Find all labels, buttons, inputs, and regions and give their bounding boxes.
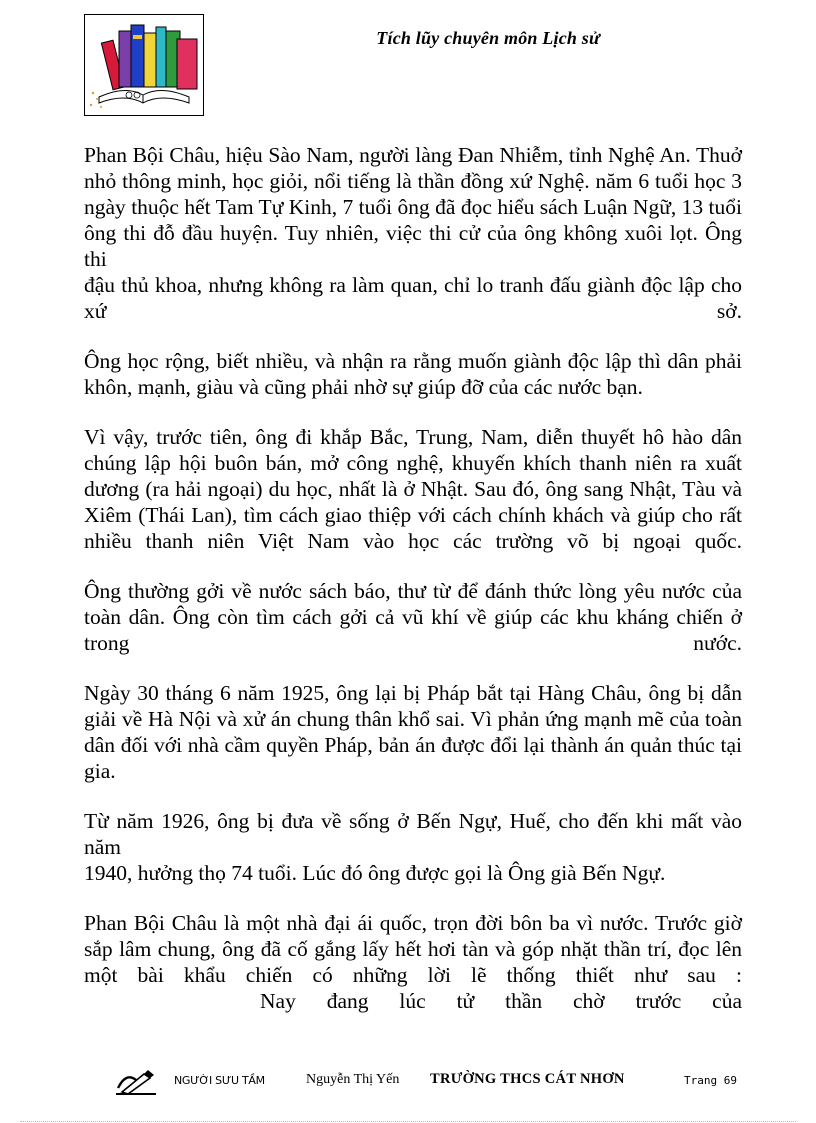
paragraph-7: [84, 910, 742, 1014]
text-line: Ông học rộng, biết nhiều, và nhận ra rằng muốn giành độc lập thì dân phải: [84, 349, 742, 373]
text-line: gia.: [84, 759, 116, 783]
text-line: khôn, mạnh, giàu và cũng phải nhờ sự giúp đỡ của các nước bạn.: [84, 375, 643, 399]
text-line: nhiều thanh niên Việt Nam vào học các trường võ bị ngoại quốc.: [84, 529, 742, 553]
text-line: dương (ra hải ngoại) du học, nhất là ở Nhật. Sau đó, ông sang Nhật, Tàu và: [84, 477, 742, 501]
collector-name: Nguyễn Thị Yến: [306, 1072, 400, 1087]
header-title: Tích lũy chuyên môn Lịch sử: [376, 28, 600, 48]
text-line: ngày thuộc hết Tam Tự Kinh, 7 tuổi ông đã đọc hiểu sách Luận Ngữ, 13 tuổi: [84, 195, 742, 219]
text-line: Ông thường gởi về nước sách báo, thư từ để đánh thức lòng yêu nước của: [84, 579, 742, 603]
text-line: Nay đang lúc tử thần chờ trước của: [260, 989, 742, 1013]
paragraph-1: [84, 142, 742, 324]
text-line: xứ sở.: [84, 299, 742, 323]
text-line: nhỏ thông minh, học giỏi, nổi tiếng là thần đồng xứ Nghệ. năm 6 tuổi học 3: [84, 169, 742, 193]
text-line: sắp lâm chung, ông đã cố gắng lấy hết hơi tàn và góp nhặt thần trí, đọc lên: [84, 937, 742, 961]
text-line: Vì vậy, trước tiên, ông đi khắp Bắc, Trung, Nam, diễn thuyết hô hào dân: [84, 425, 742, 449]
paragraph-3: [84, 424, 742, 554]
text-line: Phan Bội Châu là một nhà đại ái quốc, trọn đời bôn ba vì nước. Trước giờ: [84, 911, 742, 935]
text-line: Ngày 30 tháng 6 năm 1925, ông lại bị Pháp bắt tại Hàng Châu, ông bị dẫn: [84, 681, 742, 705]
text-line: một bài khẩu chiến có những lời lẽ thống thiết như sau :: [84, 963, 742, 987]
page-bottom-divider: [20, 1121, 796, 1122]
text-line: Xiêm (Thái Lan), tìm cách giao thiệp với cách chính khách và giúp cho rất: [84, 503, 742, 527]
paragraph-4: [84, 578, 742, 656]
header-logo: [84, 14, 204, 116]
paragraph-5: [84, 680, 742, 784]
text-line: giải về Hà Nội và xử án chung thân khổ sai. Vì phản ứng mạnh mẽ của toàn: [84, 707, 742, 731]
text-line: dân đối với nhà cầm quyền Pháp, bản án được đổi lại thành án quản thúc tại: [84, 733, 742, 757]
document-body: [84, 142, 742, 1038]
page-footer: [0, 1060, 816, 1100]
paragraph-2: [84, 348, 742, 400]
page-number: Trang 69: [684, 1074, 737, 1087]
text-line: ông thi đỗ đầu huyện. Tuy nhiên, việc thi cử của ông không xuôi lọt. Ông thi: [84, 221, 742, 271]
books-logo-icon: [85, 15, 203, 115]
text-line: 1940, hưởng thọ 74 tuổi. Lúc đó ông được gọi là Ông già Bến Ngự.: [84, 861, 666, 885]
pen-signature-icon: [114, 1066, 160, 1096]
text-line: chúng lập hội buôn bán, mở công nghệ, khuyến khích thanh niên ra xuất: [84, 451, 742, 475]
text-line: đậu thủ khoa, nhưng không ra làm quan, chỉ lo tranh đấu giành độc lập cho: [84, 273, 742, 297]
text-line: trong nước.: [84, 631, 742, 655]
text-line: toàn dân. Ông còn tìm cách gởi cả vũ khí về giúp các khu kháng chiến ở: [84, 605, 742, 629]
school-name: TRƯỜNG THCS CÁT NHƠN: [430, 1071, 625, 1087]
paragraph-6: [84, 808, 742, 886]
collector-label: NGƯỜI SƯU TẦM: [174, 1074, 265, 1087]
text-line: Phan Bội Châu, hiệu Sào Nam, người làng Đan Nhiễm, tỉnh Nghệ An. Thuở: [84, 143, 742, 167]
text-line: Từ năm 1926, ông bị đưa về sống ở Bến Ngự, Huế, cho đến khi mất vào năm: [84, 809, 742, 859]
